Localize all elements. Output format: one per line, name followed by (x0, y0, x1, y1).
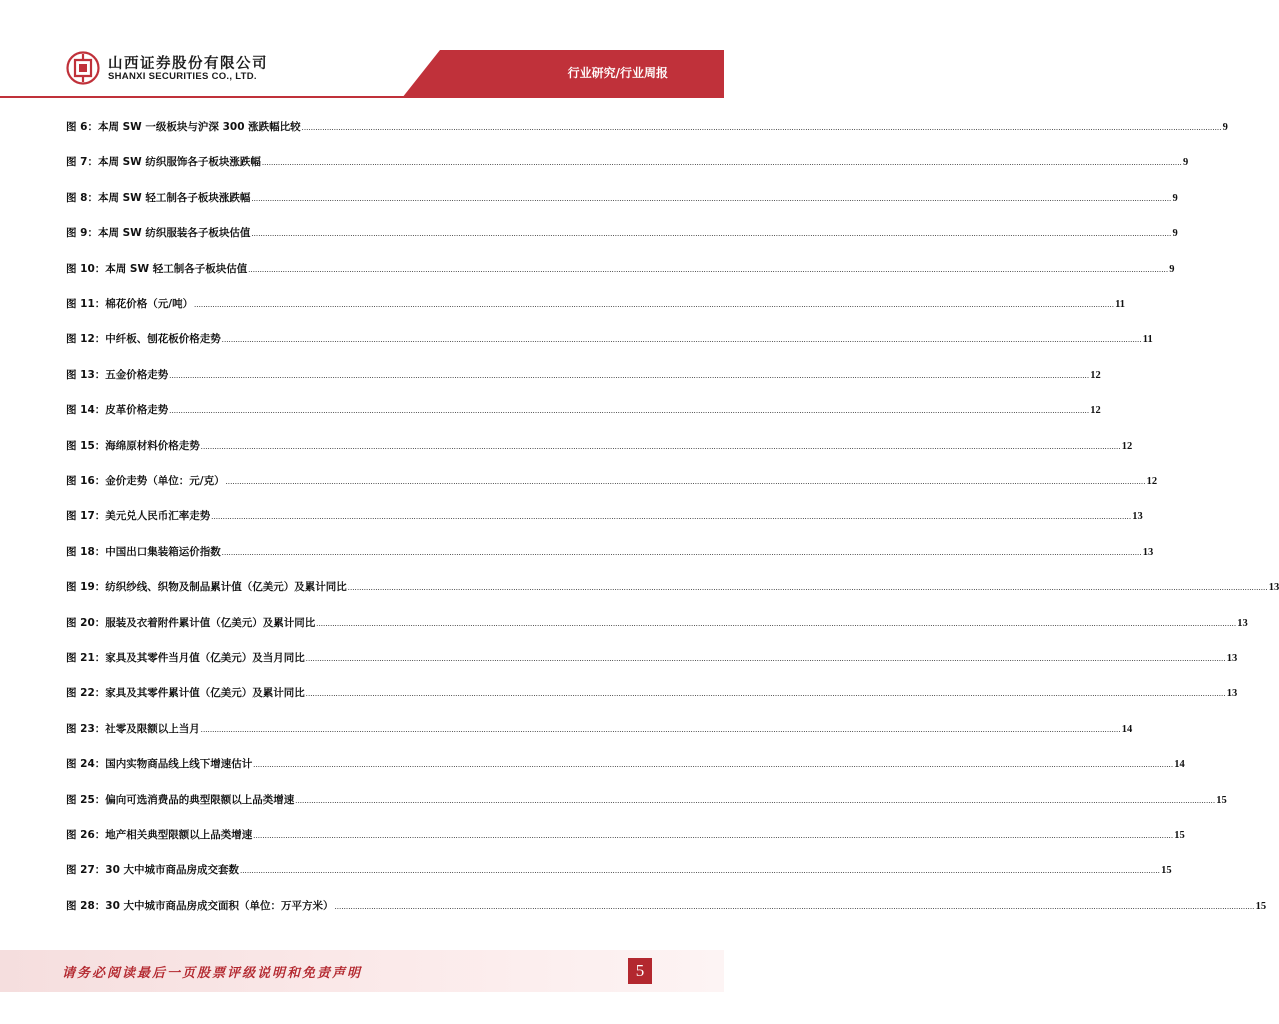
toc-page-number: 15 (1174, 830, 1185, 841)
figure-label: 图 10： (66, 262, 106, 275)
toc-page-number: 11 (1115, 299, 1126, 310)
toc-page-number: 15 (1255, 900, 1267, 912)
figure-title: 服装及衣着附件累计值（亿美元）及累计同比 (105, 616, 316, 629)
toc-entry[interactable] (66, 294, 1126, 314)
figure-label: 图 13： (66, 368, 106, 381)
toc-page-number: 12 (1121, 440, 1133, 452)
toc-entry[interactable] (66, 613, 1248, 633)
toc-page-number: 9 (1182, 157, 1189, 169)
page-header (0, 0, 724, 100)
toc-leader-dots: ................................................................................................................................................................................................................................................................................................................................................................................................................ (301, 123, 1222, 132)
toc-entry[interactable] (66, 400, 1101, 420)
figure-label: 图 11： (66, 298, 106, 310)
toc-page-number: 13 (1268, 582, 1279, 594)
figure-title: 本周 SW 一级板块与沪深 300 涨跌幅比较 (97, 121, 301, 133)
toc-leader-dots: ................................................................................................................................................................................................................................................................................................................................................................................................................ (334, 901, 1255, 911)
report-category: 行业研究/行业周报 (567, 66, 668, 80)
figure-title: 30 大中城市商品房成交套数 (105, 864, 240, 877)
toc-leader-dots: ................................................................................................................................................................................................................................................................................................................................................................................................................ (251, 229, 1172, 239)
toc-entry[interactable] (66, 117, 1228, 137)
figure-title: 皮革价格走势 (105, 404, 169, 417)
toc-page-number: 13 (1237, 617, 1248, 629)
toc-page-number: 9 (1169, 263, 1175, 275)
toc-page-number: 12 (1146, 476, 1158, 487)
figure-label: 图 16： (66, 475, 106, 487)
figure-label: 图 26： (66, 829, 106, 841)
figure-title: 社零及限额以上当月 (105, 722, 200, 735)
figure-label: 图 25： (66, 793, 106, 806)
toc-leader-dots: ................................................................................................................................................................................................................................................................................................................................................................................................................ (253, 831, 1174, 840)
toc-entry[interactable] (66, 790, 1227, 810)
toc-page-number: 11 (1142, 334, 1153, 346)
toc-entry[interactable] (66, 825, 1185, 845)
toc-entry[interactable] (66, 259, 1175, 279)
figure-title: 家具及其零件累计值（亿美元）及累计同比 (105, 687, 305, 700)
figure-label: 图 28： (66, 899, 106, 912)
figure-label: 图 23： (66, 722, 106, 735)
toc-leader-dots: ................................................................................................................................................................................................................................................................................................................................................................................................................ (225, 477, 1146, 486)
toc-leader-dots: ................................................................................................................................................................................................................................................................................................................................................................................................................ (316, 618, 1237, 628)
toc-page-number: 12 (1090, 369, 1101, 381)
figure-title: 本周 SW 轻工制各子板块涨跌幅 (97, 191, 251, 204)
toc-entry[interactable] (66, 577, 1279, 597)
toc-entry[interactable] (66, 542, 1154, 562)
disclaimer-text: 请务必阅读最后一页股票评级说明和免责声明 (62, 966, 363, 981)
figure-label: 图 7： (66, 156, 98, 169)
figure-title: 美元兑人民币汇率走势 (105, 510, 211, 523)
figure-title: 棉花价格（元/吨） (105, 298, 194, 310)
toc-page-number: 14 (1121, 723, 1133, 735)
toc-entry[interactable] (66, 223, 1178, 243)
toc-page-number: 13 (1142, 546, 1154, 558)
toc-page-number: 14 (1174, 759, 1185, 771)
toc-entry[interactable] (66, 436, 1133, 456)
toc-leader-dots: ................................................................................................................................................................................................................................................................................................................................................................................................................ (347, 583, 1268, 593)
toc-leader-dots: ................................................................................................................................................................................................................................................................................................................................................................................................................ (305, 689, 1226, 699)
toc-leader-dots: ................................................................................................................................................................................................................................................................................................................................................................................................................ (253, 760, 1174, 770)
toc-entry[interactable] (66, 365, 1101, 385)
figure-title: 偏向可选消费品的典型限额以上品类增速 (105, 793, 295, 806)
shanxi-securities-logo-icon (66, 51, 100, 85)
toc-entry[interactable] (66, 754, 1185, 774)
toc-entry[interactable] (66, 896, 1267, 916)
figure-label: 图 17： (66, 510, 106, 523)
toc-entry[interactable] (66, 152, 1189, 172)
figure-label: 图 14： (66, 404, 106, 417)
page-number: 5 (628, 958, 652, 984)
toc-leader-dots: ................................................................................................................................................................................................................................................................................................................................................................................................................ (240, 866, 1161, 876)
header-banner (0, 0, 724, 100)
figure-title: 中国出口集装箱运价指数 (105, 545, 221, 558)
toc-entry[interactable] (66, 471, 1158, 491)
toc-leader-dots: ................................................................................................................................................................................................................................................................................................................................................................................................................ (261, 158, 1182, 168)
toc-page-number: 13 (1226, 688, 1238, 700)
figure-label: 图 21： (66, 652, 106, 664)
toc-leader-dots: ................................................................................................................................................................................................................................................................................................................................................................................................................ (221, 335, 1142, 345)
toc-entry[interactable] (66, 683, 1238, 703)
toc-entry[interactable] (66, 860, 1172, 880)
toc-leader-dots: ................................................................................................................................................................................................................................................................................................................................................................................................................ (295, 795, 1216, 805)
toc-leader-dots: ................................................................................................................................................................................................................................................................................................................................................................................................................ (169, 370, 1090, 380)
figure-title: 海绵原材料价格走势 (105, 439, 200, 452)
figure-title: 纺织纱线、织物及制品累计值（亿美元）及累计同比 (105, 581, 347, 594)
figure-title: 本周 SW 轻工制各子板块估值 (105, 262, 248, 275)
figure-label: 图 9： (66, 227, 98, 240)
figure-title: 地产相关典型限额以上品类增速 (105, 829, 253, 841)
figure-title: 本周 SW 纺织服装各子板块估值 (97, 227, 251, 240)
figure-title: 中纤板、刨花板价格走势 (105, 333, 221, 346)
figure-label: 图 18： (66, 545, 106, 558)
toc-page-number: 9 (1172, 228, 1178, 240)
figure-label: 图 6： (66, 121, 98, 133)
figure-label: 图 22： (66, 687, 106, 700)
figure-label: 图 19： (66, 581, 106, 594)
figure-label: 图 15： (66, 439, 106, 452)
figure-title: 五金价格走势 (105, 368, 169, 381)
figure-label: 图 8： (66, 191, 98, 204)
figure-title: 家具及其零件当月值（亿美元）及当月同比 (105, 652, 305, 664)
toc-entry[interactable] (66, 329, 1153, 349)
toc-leader-dots: ................................................................................................................................................................................................................................................................................................................................................................................................................ (200, 724, 1121, 734)
toc-leader-dots: ................................................................................................................................................................................................................................................................................................................................................................................................................ (194, 300, 1115, 309)
toc-leader-dots: ................................................................................................................................................................................................................................................................................................................................................................................................................ (251, 193, 1172, 203)
toc-leader-dots: ................................................................................................................................................................................................................................................................................................................................................................................................................ (200, 441, 1121, 451)
figure-title: 30 大中城市商品房成交面积（单位：万平方米） (105, 899, 334, 912)
figure-label: 图 24： (66, 758, 106, 771)
figure-label: 图 20： (66, 616, 106, 629)
company-name-cn: 山西证券股份有限公司 (108, 56, 268, 72)
toc-page-number: 9 (1222, 122, 1228, 133)
figure-title: 国内实物商品线上线下增速估计 (105, 758, 253, 771)
toc-page-number: 9 (1172, 192, 1178, 204)
toc-page-number: 12 (1090, 405, 1101, 417)
toc-page-number: 15 (1216, 794, 1227, 806)
toc-leader-dots: ................................................................................................................................................................................................................................................................................................................................................................................................................ (221, 547, 1142, 557)
toc-leader-dots: ................................................................................................................................................................................................................................................................................................................................................................................................................ (211, 512, 1132, 522)
figure-label: 图 12： (66, 333, 106, 346)
toc-leader-dots: ................................................................................................................................................................................................................................................................................................................................................................................................................ (169, 406, 1090, 416)
toc-page-number: 13 (1132, 511, 1143, 523)
toc-leader-dots: ................................................................................................................................................................................................................................................................................................................................................................................................................ (248, 264, 1169, 274)
page-footer (0, 950, 724, 992)
toc-leader-dots: ................................................................................................................................................................................................................................................................................................................................................................................................................ (305, 654, 1226, 663)
company-name-en: SHANXI SECURITIES CO., LTD. (108, 71, 257, 82)
toc-entry[interactable] (66, 648, 1238, 668)
figure-title: 金价走势（单位：元/克） (105, 475, 225, 487)
toc-page-number: 15 (1161, 865, 1172, 877)
figure-title: 本周 SW 纺织服饰各子板块涨跌幅 (97, 156, 261, 169)
toc-entry[interactable] (66, 506, 1143, 526)
toc-entry[interactable] (66, 719, 1133, 739)
toc-page-number: 13 (1226, 653, 1238, 664)
figure-label: 图 27： (66, 864, 106, 877)
toc-entry[interactable] (66, 188, 1178, 208)
